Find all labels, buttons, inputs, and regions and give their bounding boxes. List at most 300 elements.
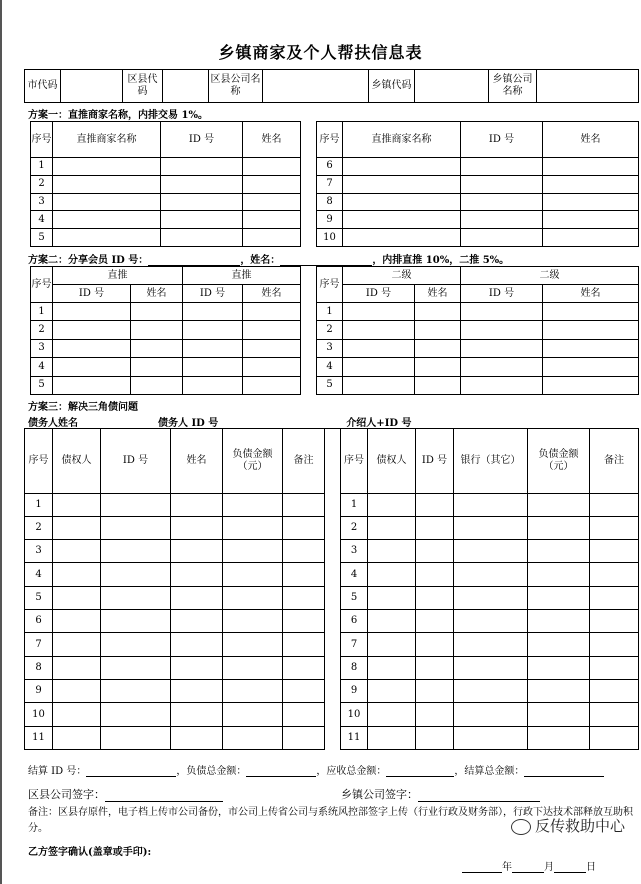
- note-text: 备注：区县存原件，电子档上传市公司备份，市公司上传省公司与系统风控部签字上传（行业行政及财务部），行政下达技术部释放互助积分。: [28, 807, 633, 834]
- cell[interactable]: [590, 516, 639, 539]
- cell[interactable]: [528, 563, 590, 586]
- cell[interactable]: [283, 656, 325, 679]
- cell[interactable]: [368, 703, 416, 726]
- cell[interactable]: [368, 563, 416, 586]
- cell[interactable]: [416, 633, 454, 656]
- cell[interactable]: [590, 656, 639, 679]
- plan3-heading: 方案三：解决三角债问题: [28, 402, 138, 413]
- info-table: [24, 69, 639, 103]
- cell[interactable]: [454, 680, 528, 703]
- settle-total-label: ，结算总金额：: [454, 766, 525, 777]
- cell[interactable]: [416, 493, 454, 516]
- cell[interactable]: [101, 493, 171, 516]
- cell[interactable]: [461, 211, 543, 229]
- receivable-total-blank[interactable]: [386, 765, 454, 777]
- watermark: [511, 815, 625, 836]
- cell[interactable]: [223, 610, 283, 633]
- share-id-blank[interactable]: [148, 254, 240, 266]
- direct-group-header: 直推: [53, 267, 183, 285]
- cell[interactable]: [543, 175, 639, 193]
- cell[interactable]: [416, 703, 454, 726]
- cell[interactable]: [53, 656, 101, 679]
- row-number: 8: [317, 193, 343, 211]
- cell[interactable]: [53, 610, 101, 633]
- year-blank[interactable]: [462, 860, 502, 873]
- cell[interactable]: [283, 633, 325, 656]
- cell[interactable]: [101, 703, 171, 726]
- cell[interactable]: [101, 680, 171, 703]
- cell[interactable]: [101, 610, 171, 633]
- table-row: [25, 680, 325, 703]
- cell[interactable]: [368, 493, 416, 516]
- settlement-line: [28, 762, 604, 777]
- cell[interactable]: [454, 493, 528, 516]
- cell[interactable]: [171, 610, 223, 633]
- page-title: 乡镇商家及个人帮扶信息表: [218, 43, 423, 62]
- second-group-header: 二级: [461, 267, 639, 285]
- cell[interactable]: [368, 726, 416, 749]
- cell[interactable]: [283, 493, 325, 516]
- row-number: 8: [25, 656, 53, 679]
- month-blank[interactable]: [512, 860, 544, 873]
- settle-id-blank[interactable]: [86, 765, 176, 777]
- cell[interactable]: [590, 703, 639, 726]
- cell[interactable]: [343, 303, 415, 321]
- merchant-name-header: 直推商家名称: [343, 122, 461, 158]
- town-sign-blank[interactable]: [418, 789, 540, 802]
- cell[interactable]: [461, 229, 543, 247]
- cell[interactable]: [343, 193, 461, 211]
- creditor-header: 债权人: [53, 429, 101, 494]
- cell[interactable]: [171, 516, 223, 539]
- cell[interactable]: [454, 563, 528, 586]
- cell[interactable]: [283, 726, 325, 749]
- cell[interactable]: [243, 321, 301, 339]
- cell[interactable]: [368, 586, 416, 609]
- cell[interactable]: [368, 656, 416, 679]
- cell[interactable]: [461, 376, 543, 394]
- cell[interactable]: [223, 516, 283, 539]
- cell[interactable]: [53, 339, 131, 357]
- cell[interactable]: [243, 158, 301, 176]
- cell[interactable]: [416, 610, 454, 633]
- row-number: 6: [25, 610, 53, 633]
- county-code-label: 区县代码: [123, 70, 163, 103]
- cell[interactable]: [243, 339, 301, 357]
- seq-header: 序号: [317, 267, 343, 303]
- creditor-header: 债权人: [368, 429, 416, 494]
- name-header: 姓名: [131, 285, 183, 303]
- seq-header: 序号: [317, 122, 343, 158]
- cell[interactable]: [101, 726, 171, 749]
- town-sign-label: 乡镇公司签字：: [341, 788, 418, 801]
- town-code-label: 乡镇代码: [369, 70, 415, 103]
- row-number: 3: [31, 339, 53, 357]
- cell[interactable]: [461, 175, 543, 193]
- cell[interactable]: [171, 493, 223, 516]
- cell[interactable]: [161, 158, 243, 176]
- bank-header: 银行（其它）: [454, 429, 528, 494]
- row-number: 2: [25, 516, 53, 539]
- cell[interactable]: [343, 376, 415, 394]
- table-row: [341, 726, 639, 749]
- cell[interactable]: [283, 703, 325, 726]
- row-number: 9: [317, 211, 343, 229]
- cell[interactable]: [461, 158, 543, 176]
- cell[interactable]: [454, 726, 528, 749]
- cell[interactable]: [368, 610, 416, 633]
- table-row: [25, 586, 325, 609]
- cell[interactable]: [461, 321, 543, 339]
- referrer-label: 介绍人+ID 号: [346, 418, 412, 429]
- cell[interactable]: [543, 158, 639, 176]
- cell[interactable]: [161, 211, 243, 229]
- name-header: 姓名: [243, 122, 301, 158]
- cell[interactable]: [590, 610, 639, 633]
- cell[interactable]: [590, 726, 639, 749]
- cell[interactable]: [283, 610, 325, 633]
- row-number: 9: [341, 680, 368, 703]
- table-row: [341, 493, 639, 516]
- cell[interactable]: [454, 703, 528, 726]
- cell[interactable]: [131, 339, 183, 357]
- id-header: ID 号: [53, 285, 131, 303]
- table-row: [25, 610, 325, 633]
- plan1-heading: 方案一：直推商家名称，内排交易 1%。: [28, 110, 208, 121]
- day-blank[interactable]: [554, 860, 586, 873]
- cell[interactable]: [528, 493, 590, 516]
- county-sign-label: 区县公司签字：: [28, 788, 105, 801]
- cell[interactable]: [416, 656, 454, 679]
- county-code-value: [163, 70, 209, 103]
- table-row: [341, 540, 639, 563]
- cell[interactable]: [543, 376, 639, 394]
- town-code-value: [415, 70, 489, 103]
- name-header: 姓名: [543, 122, 639, 158]
- cell[interactable]: [131, 303, 183, 321]
- cell[interactable]: [368, 680, 416, 703]
- cell[interactable]: [53, 303, 131, 321]
- cell[interactable]: [53, 726, 101, 749]
- county-sign-blank[interactable]: [105, 789, 223, 802]
- cell[interactable]: [53, 358, 131, 376]
- cell[interactable]: [223, 633, 283, 656]
- row-number: 2: [341, 516, 368, 539]
- table-row: [25, 540, 325, 563]
- cell[interactable]: [223, 680, 283, 703]
- table-row: [25, 563, 325, 586]
- cell[interactable]: [53, 586, 101, 609]
- cell[interactable]: [590, 540, 639, 563]
- plan3-debtor-line: [28, 414, 582, 429]
- cell[interactable]: [461, 339, 543, 357]
- cell[interactable]: [343, 229, 461, 247]
- cell[interactable]: [53, 563, 101, 586]
- cell[interactable]: [283, 540, 325, 563]
- cell[interactable]: [590, 680, 639, 703]
- row-number: 4: [31, 211, 53, 229]
- cell[interactable]: [283, 516, 325, 539]
- table-row: [341, 633, 639, 656]
- cell[interactable]: [223, 540, 283, 563]
- row-number: 8: [341, 656, 368, 679]
- cell[interactable]: [543, 211, 639, 229]
- cell[interactable]: [543, 303, 639, 321]
- id-header: ID 号: [461, 122, 543, 158]
- cell[interactable]: [53, 229, 161, 247]
- table-row: [25, 633, 325, 656]
- row-number: 11: [25, 726, 53, 749]
- cell[interactable]: [53, 633, 101, 656]
- cell[interactable]: [53, 211, 161, 229]
- cell[interactable]: [368, 633, 416, 656]
- cell[interactable]: [53, 376, 131, 394]
- cell[interactable]: [543, 339, 639, 357]
- cell[interactable]: [183, 303, 243, 321]
- row-number: 10: [25, 703, 53, 726]
- cell[interactable]: [343, 211, 461, 229]
- cell[interactable]: [53, 493, 101, 516]
- plan1-right-table: [316, 121, 639, 247]
- cell[interactable]: [590, 493, 639, 516]
- cell[interactable]: [415, 339, 461, 357]
- table-row: [341, 680, 639, 703]
- table-row: [341, 703, 639, 726]
- row-number: 4: [25, 563, 53, 586]
- debt-amount-header: 负债金额（元）: [223, 429, 283, 494]
- cell[interactable]: [171, 540, 223, 563]
- cell[interactable]: [223, 563, 283, 586]
- row-number: 7: [25, 633, 53, 656]
- cell[interactable]: [183, 376, 243, 394]
- cell[interactable]: [161, 175, 243, 193]
- cell[interactable]: [528, 703, 590, 726]
- row-number: 2: [317, 321, 343, 339]
- cell[interactable]: [101, 540, 171, 563]
- cell[interactable]: [454, 633, 528, 656]
- cell[interactable]: [171, 703, 223, 726]
- cell[interactable]: [454, 656, 528, 679]
- year-label: 年: [502, 862, 512, 873]
- cell[interactable]: [343, 175, 461, 193]
- cell[interactable]: [171, 633, 223, 656]
- cell[interactable]: [223, 586, 283, 609]
- cell[interactable]: [528, 540, 590, 563]
- merchant-name-header: 直推商家名称: [53, 122, 161, 158]
- cell[interactable]: [53, 193, 161, 211]
- cell[interactable]: [543, 229, 639, 247]
- cell[interactable]: [53, 540, 101, 563]
- row-number: 4: [317, 358, 343, 376]
- plan1-left-table: [30, 121, 301, 247]
- cell[interactable]: [53, 680, 101, 703]
- cell[interactable]: [415, 321, 461, 339]
- cell[interactable]: [243, 193, 301, 211]
- id-header: ID 号: [416, 429, 454, 494]
- cell[interactable]: [416, 563, 454, 586]
- cell[interactable]: [454, 586, 528, 609]
- row-number: 6: [341, 610, 368, 633]
- cell[interactable]: [415, 376, 461, 394]
- cell[interactable]: [243, 211, 301, 229]
- plan2-left-table: [30, 266, 301, 395]
- share-name-blank[interactable]: [280, 254, 372, 266]
- cell[interactable]: [131, 358, 183, 376]
- cell[interactable]: [171, 656, 223, 679]
- cell[interactable]: [343, 358, 415, 376]
- name-header: 姓名: [415, 285, 461, 303]
- cell[interactable]: [416, 680, 454, 703]
- table-row: [341, 656, 639, 679]
- cell[interactable]: [528, 680, 590, 703]
- cell[interactable]: [131, 321, 183, 339]
- cell[interactable]: [183, 358, 243, 376]
- cell[interactable]: [243, 229, 301, 247]
- cell[interactable]: [416, 586, 454, 609]
- row-number: 7: [341, 633, 368, 656]
- cell[interactable]: [368, 516, 416, 539]
- cell[interactable]: [183, 339, 243, 357]
- debt-total-blank[interactable]: [246, 765, 316, 777]
- name-header: 姓名: [171, 429, 223, 494]
- row-number: 9: [25, 680, 53, 703]
- cell[interactable]: [590, 563, 639, 586]
- cell[interactable]: [101, 563, 171, 586]
- cell[interactable]: [415, 358, 461, 376]
- cell[interactable]: [416, 726, 454, 749]
- cell[interactable]: [171, 726, 223, 749]
- cell[interactable]: [283, 563, 325, 586]
- cell[interactable]: [223, 656, 283, 679]
- row-number: 3: [341, 540, 368, 563]
- cell[interactable]: [343, 339, 415, 357]
- cell[interactable]: [53, 516, 101, 539]
- cell[interactable]: [528, 586, 590, 609]
- cell[interactable]: [528, 656, 590, 679]
- seq-header: 序号: [31, 122, 53, 158]
- row-number: 10: [341, 703, 368, 726]
- cell[interactable]: [343, 321, 415, 339]
- cell[interactable]: [183, 321, 243, 339]
- cell[interactable]: [461, 358, 543, 376]
- cell[interactable]: [454, 610, 528, 633]
- note-header: 备注: [590, 429, 639, 494]
- debtor-id-label: 债务人 ID 号: [158, 418, 219, 429]
- town-company-label: 乡镇公司名称: [489, 70, 537, 103]
- cell[interactable]: [101, 586, 171, 609]
- cell[interactable]: [101, 516, 171, 539]
- plan3-right-table: [340, 428, 639, 750]
- table-row: [25, 726, 325, 749]
- cell[interactable]: [454, 540, 528, 563]
- row-number: 3: [317, 339, 343, 357]
- cell[interactable]: [528, 633, 590, 656]
- cell[interactable]: [543, 321, 639, 339]
- id-header: ID 号: [343, 285, 415, 303]
- id-header: ID 号: [101, 429, 171, 494]
- cell[interactable]: [101, 656, 171, 679]
- plan2-label-id: 方案二：分享会员 ID 号：: [28, 255, 149, 266]
- row-number: 2: [31, 175, 53, 193]
- cell[interactable]: [343, 158, 461, 176]
- cell[interactable]: [171, 680, 223, 703]
- cell[interactable]: [171, 563, 223, 586]
- page-edge: [0, 0, 2, 884]
- cell[interactable]: [543, 358, 639, 376]
- city-code-label: 市代码: [25, 70, 61, 103]
- cell[interactable]: [543, 193, 639, 211]
- plan3-left-table: [24, 428, 325, 750]
- cell[interactable]: [590, 586, 639, 609]
- seq-header: 序号: [341, 429, 368, 494]
- chat-bubble-icon: [511, 819, 531, 835]
- cell[interactable]: [243, 376, 301, 394]
- cell[interactable]: [53, 703, 101, 726]
- table-row: [25, 516, 325, 539]
- cell[interactable]: [283, 586, 325, 609]
- row-number: 3: [25, 540, 53, 563]
- cell[interactable]: [528, 516, 590, 539]
- cell[interactable]: [171, 586, 223, 609]
- signature-line: [28, 786, 540, 802]
- plan2-label-name: ，姓名：: [240, 255, 281, 266]
- cell[interactable]: [53, 158, 161, 176]
- cell[interactable]: [243, 303, 301, 321]
- cell[interactable]: [368, 540, 416, 563]
- cell[interactable]: [461, 303, 543, 321]
- cell[interactable]: [223, 703, 283, 726]
- debt-amount-header: 负债金额（元）: [528, 429, 590, 494]
- row-number: 5: [31, 376, 53, 394]
- row-number: 5: [317, 376, 343, 394]
- cell[interactable]: [223, 726, 283, 749]
- cell[interactable]: [161, 193, 243, 211]
- cell[interactable]: [53, 175, 161, 193]
- id-header: ID 号: [183, 285, 243, 303]
- day-label: 日: [586, 862, 596, 873]
- cell[interactable]: [243, 358, 301, 376]
- row-number: 1: [317, 303, 343, 321]
- table-row: [25, 703, 325, 726]
- date-line: [462, 858, 596, 873]
- row-number: 6: [317, 158, 343, 176]
- cell[interactable]: [454, 516, 528, 539]
- cell[interactable]: [528, 726, 590, 749]
- direct-group-header: 直推: [183, 267, 301, 285]
- settle-total-blank[interactable]: [524, 765, 604, 777]
- cell[interactable]: [101, 633, 171, 656]
- cell[interactable]: [53, 321, 131, 339]
- debtor-name-label: 债务人姓名: [28, 418, 78, 429]
- row-number: 10: [317, 229, 343, 247]
- cell[interactable]: [283, 680, 325, 703]
- cell[interactable]: [131, 376, 183, 394]
- row-number: 1: [25, 493, 53, 516]
- cell[interactable]: [528, 610, 590, 633]
- debt-total-label: ，负债总金额：: [176, 766, 247, 777]
- county-company-label: 区县公司名称: [209, 70, 263, 103]
- cell[interactable]: [415, 303, 461, 321]
- cell[interactable]: [223, 493, 283, 516]
- cell[interactable]: [161, 229, 243, 247]
- cell[interactable]: [243, 175, 301, 193]
- row-number: 2: [31, 321, 53, 339]
- row-number: 7: [317, 175, 343, 193]
- cell[interactable]: [416, 540, 454, 563]
- cell[interactable]: [590, 633, 639, 656]
- cell[interactable]: [461, 193, 543, 211]
- cell[interactable]: [416, 516, 454, 539]
